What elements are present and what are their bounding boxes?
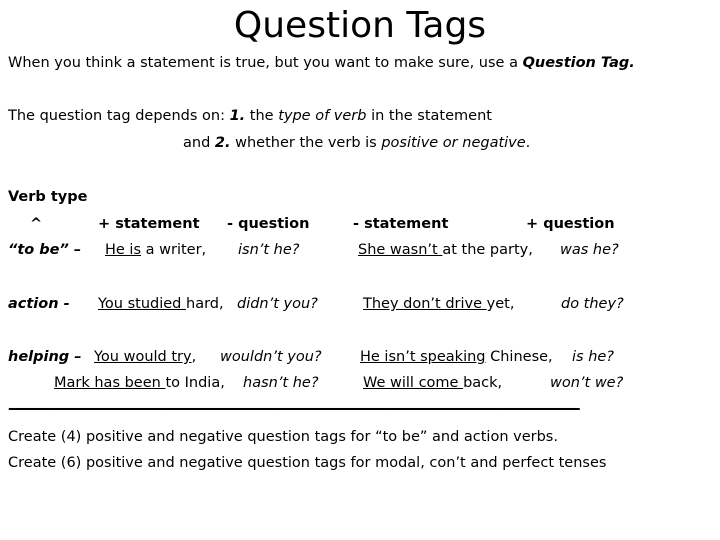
- action-negative-question: didn’t you?: [237, 296, 318, 312]
- task-2: Create (6) positive and negative question tags for modal, con’t and perfect tenses: [8, 455, 607, 471]
- to-be-verb-1: He is: [105, 242, 142, 258]
- action-rest-1: hard,: [186, 296, 224, 312]
- header-negative-statement: - statement: [353, 216, 449, 232]
- to-be-negative-statement: [358, 241, 533, 259]
- header-positive-question: + question: [526, 216, 615, 232]
- helping-rest-4: back,: [463, 375, 503, 391]
- intro-emphasis: Question Tag.: [522, 55, 635, 71]
- helping-positive-statement-1: [94, 348, 196, 366]
- depends-number-1: 1.: [229, 108, 246, 124]
- helping-verb-4: We will come: [363, 375, 464, 391]
- intro-line: [8, 54, 635, 72]
- depends-line-1: [8, 107, 492, 125]
- to-be-verb-2: She wasn’t: [358, 242, 443, 258]
- action-positive-statement: [98, 295, 224, 313]
- helping-negative-statement-2: [363, 374, 502, 392]
- depends-text-2b: .: [525, 135, 531, 151]
- helping-negative-question-2: hasn’t he?: [243, 375, 319, 391]
- action-verb-1: You studied: [98, 296, 186, 312]
- label-action: action -: [8, 296, 70, 312]
- to-be-positive-statement: [105, 241, 206, 259]
- to-be-rest-1: a writer,: [141, 242, 207, 258]
- to-be-rest-2: at the party,: [442, 242, 533, 258]
- action-negative-statement: [363, 295, 514, 313]
- label-to-be: “to be” –: [8, 242, 82, 258]
- intro-text: When you think a statement is true, but you want to make sure, use a: [8, 55, 523, 71]
- helping-positive-statement-2: [54, 374, 225, 392]
- depends-text-1: the: [245, 108, 279, 124]
- label-helping: helping –: [8, 349, 82, 365]
- task-1: Create (4) positive and negative question tags for “to be” and action verbs.: [8, 429, 558, 445]
- helping-verb-3: Mark has been: [54, 375, 166, 391]
- helping-negative-statement-1: [360, 348, 553, 366]
- helping-rest-2: Chinese,: [485, 349, 553, 365]
- divider-line: ----------------------------------------------------------------------------------------------------------------------------------------------: [8, 401, 579, 417]
- action-verb-2: They don’t drive: [363, 296, 487, 312]
- depends-and: and: [183, 135, 215, 151]
- header-positive-statement: + statement: [98, 216, 200, 232]
- depends-text-2: whether the verb is: [230, 135, 382, 151]
- action-rest-2: yet,: [486, 296, 515, 312]
- helping-verb-2: He isn’t speaking: [360, 349, 486, 365]
- depends-number-2: 2.: [214, 135, 231, 151]
- helping-positive-question-2: won’t we?: [550, 375, 624, 391]
- depends-lead: The question tag depends on:: [8, 108, 230, 124]
- page-title: Question Tags: [233, 5, 487, 46]
- depends-emphasis-1: type of verb: [278, 108, 367, 124]
- helping-positive-question-1: is he?: [572, 349, 614, 365]
- helping-negative-question-1: wouldn’t you?: [220, 349, 322, 365]
- to-be-positive-question: was he?: [560, 242, 619, 258]
- header-verb-type: Verb type: [8, 189, 88, 205]
- header-caret: ^: [30, 216, 43, 232]
- helping-rest-1: ,: [191, 349, 197, 365]
- header-negative-question: - question: [227, 216, 310, 232]
- to-be-negative-question: isn’t he?: [238, 242, 300, 258]
- depends-line-2: [183, 134, 530, 152]
- depends-emphasis-2: positive or negative: [381, 135, 526, 151]
- depends-text-1b: in the statement: [366, 108, 492, 124]
- helping-rest-3: to India,: [165, 375, 225, 391]
- helping-verb-1: You would try: [94, 349, 192, 365]
- action-positive-question: do they?: [561, 296, 624, 312]
